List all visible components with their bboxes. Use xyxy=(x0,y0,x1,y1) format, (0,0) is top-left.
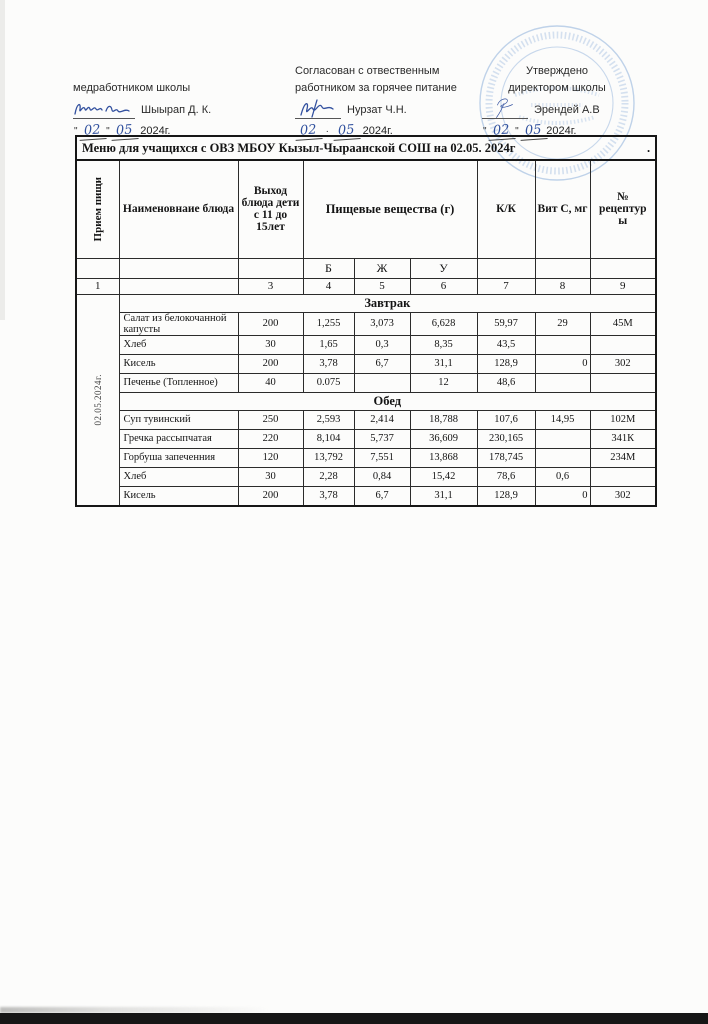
cell-dish: Хлеб xyxy=(119,467,238,486)
dish-row xyxy=(76,448,656,467)
cell-zh: 0,3 xyxy=(354,335,410,354)
dish-row xyxy=(76,467,656,486)
cell-zh: 7,551 xyxy=(354,448,410,467)
cell-b: 2,28 xyxy=(303,467,354,486)
director-name: Эрендей А.В xyxy=(534,104,600,116)
cell-vitc: 14,95 xyxy=(535,410,590,429)
dish-row xyxy=(76,373,656,392)
catering-role-line2: работником за горячее питание xyxy=(295,82,457,94)
cell-dish: Кисель xyxy=(119,486,238,506)
cell-kk: 128,9 xyxy=(477,354,535,373)
cell-vitc xyxy=(535,335,590,354)
cell-recipe xyxy=(590,373,656,392)
cell-recipe: 102М xyxy=(590,410,656,429)
cell-kk: 48,6 xyxy=(477,373,535,392)
section-title: Завтрак xyxy=(119,294,656,312)
catering-name: Нурзат Ч.Н. xyxy=(347,104,407,116)
approval-catering xyxy=(295,63,457,140)
cell-zh: 2,414 xyxy=(354,410,410,429)
col-number: 7 xyxy=(477,278,535,294)
catering-date-month: 05 xyxy=(332,121,360,141)
director-signature-icon xyxy=(482,98,528,119)
medworker-signature-icon xyxy=(73,100,135,119)
cell-zh xyxy=(354,373,410,392)
empty-cell xyxy=(477,258,535,278)
menu-table-body xyxy=(76,294,656,506)
cell-b: 13,792 xyxy=(303,448,354,467)
header-nutrients: Пищевые вещества (г) xyxy=(303,160,477,258)
cell-u: 31,1 xyxy=(410,354,477,373)
medworker-date-day: 02 xyxy=(78,121,106,141)
quote-mark: " xyxy=(106,126,110,137)
table-header-row xyxy=(76,160,656,258)
catering-date-year: 2024г. xyxy=(362,125,393,137)
header-portion: Выход блюда дети с 11 до 15лет xyxy=(238,160,303,258)
cell-recipe xyxy=(590,467,656,486)
scan-edge-artifact xyxy=(0,0,5,320)
cell-kk: 128,9 xyxy=(477,486,535,506)
cell-kk: 178,745 xyxy=(477,448,535,467)
section-header-row xyxy=(76,294,656,312)
approval-director xyxy=(482,63,632,140)
header-vitc: Вит С, мг xyxy=(535,160,590,258)
cell-zh: 5,737 xyxy=(354,429,410,448)
dot-separator: · xyxy=(325,126,329,137)
cell-u: 8,35 xyxy=(410,335,477,354)
cell-dish: Хлеб xyxy=(119,335,238,354)
cell-vitc: 0 xyxy=(535,354,590,373)
cell-b: 2,593 xyxy=(303,410,354,429)
director-date-month: 05 xyxy=(519,121,547,141)
cell-portion: 40 xyxy=(238,373,303,392)
meal-date-cell: 02.05.2024г. xyxy=(76,294,119,506)
col-number: 1 xyxy=(76,278,119,294)
cell-zh: 0,84 xyxy=(354,467,410,486)
col-number: 3 xyxy=(238,278,303,294)
cell-vitc xyxy=(535,448,590,467)
dish-row xyxy=(76,335,656,354)
cell-u: 36,609 xyxy=(410,429,477,448)
empty-cell xyxy=(119,258,238,278)
catering-date xyxy=(295,122,457,140)
cell-kk: 230,165 xyxy=(477,429,535,448)
cell-dish: Салат из белокочанной капусты xyxy=(119,312,238,335)
cell-b: 3,78 xyxy=(303,486,354,506)
cell-portion: 30 xyxy=(238,467,303,486)
col-number xyxy=(119,278,238,294)
subheader-b: Б xyxy=(303,258,354,278)
title-trailing-period: . xyxy=(646,140,651,155)
subheader-u: У xyxy=(410,258,477,278)
cell-zh: 6,7 xyxy=(354,354,410,373)
approval-medworker xyxy=(73,80,211,140)
dish-row xyxy=(76,312,656,335)
cell-recipe xyxy=(590,335,656,354)
subheader-zh: Ж xyxy=(354,258,410,278)
director-date-day: 02 xyxy=(487,121,515,141)
cell-u: 31,1 xyxy=(410,486,477,506)
empty-cell xyxy=(590,258,656,278)
cell-b: 3,78 xyxy=(303,354,354,373)
cell-b: 0.075 xyxy=(303,373,354,392)
cell-vitc: 0 xyxy=(535,486,590,506)
column-number-row xyxy=(76,278,656,294)
cell-portion: 200 xyxy=(238,312,303,335)
cell-vitc xyxy=(535,373,590,392)
empty-cell xyxy=(238,258,303,278)
cell-dish: Кисель xyxy=(119,354,238,373)
cell-portion: 250 xyxy=(238,410,303,429)
section-title: Обед xyxy=(119,392,656,410)
section-header-row xyxy=(76,392,656,410)
director-role: директором школы xyxy=(508,82,606,94)
catering-role-line1: Согласован с отвественным xyxy=(295,65,440,77)
cell-b: 8,104 xyxy=(303,429,354,448)
catering-signature-icon xyxy=(295,98,341,119)
col-number: 8 xyxy=(535,278,590,294)
menu-table xyxy=(75,135,657,507)
cell-vitc: 0,6 xyxy=(535,467,590,486)
cell-u: 13,868 xyxy=(410,448,477,467)
quote-mark: " xyxy=(515,126,519,137)
cell-portion: 200 xyxy=(238,486,303,506)
empty-cell xyxy=(535,258,590,278)
cell-kk: 43,5 xyxy=(477,335,535,354)
col-number: 9 xyxy=(590,278,656,294)
scan-bottom-edge xyxy=(0,1013,708,1024)
director-date-year: 2024г. xyxy=(546,125,577,137)
header-recipe: № рецептуры xyxy=(590,160,656,258)
dish-row xyxy=(76,429,656,448)
cell-recipe: 302 xyxy=(590,486,656,506)
cell-portion: 220 xyxy=(238,429,303,448)
dish-row xyxy=(76,410,656,429)
cell-dish: Гречка рассыпчатая xyxy=(119,429,238,448)
medworker-role: медработником школы xyxy=(73,82,191,94)
cell-zh: 6,7 xyxy=(354,486,410,506)
header-dish: Наименовнаие блюда xyxy=(119,160,238,258)
quote-mark: " xyxy=(74,126,78,137)
cell-portion: 120 xyxy=(238,448,303,467)
cell-u: 12 xyxy=(410,373,477,392)
col-number: 4 xyxy=(303,278,354,294)
cell-vitc: 29 xyxy=(535,312,590,335)
dish-row xyxy=(76,354,656,373)
approved-label: Утверждено xyxy=(525,65,589,77)
cell-u: 18,788 xyxy=(410,410,477,429)
empty-cell xyxy=(76,258,119,278)
cell-kk: 107,6 xyxy=(477,410,535,429)
cell-b: 1,65 xyxy=(303,335,354,354)
cell-kk: 78,6 xyxy=(477,467,535,486)
cell-zh: 3,073 xyxy=(354,312,410,335)
quote-mark: " xyxy=(483,126,487,137)
medworker-date-year: 2024г. xyxy=(140,125,171,137)
dish-row xyxy=(76,486,656,506)
cell-dish: Суп тувинский xyxy=(119,410,238,429)
cell-u: 6,628 xyxy=(410,312,477,335)
col-number: 5 xyxy=(354,278,410,294)
cell-recipe: 302 xyxy=(590,354,656,373)
cell-vitc xyxy=(535,429,590,448)
cell-portion: 200 xyxy=(238,354,303,373)
medworker-date-month: 05 xyxy=(110,121,138,141)
nutrient-subheader-row xyxy=(76,258,656,278)
cell-kk: 59,97 xyxy=(477,312,535,335)
cell-recipe: 45М xyxy=(590,312,656,335)
medworker-name: Шыырап Д. К. xyxy=(141,104,212,116)
col-number: 6 xyxy=(410,278,477,294)
menu-title: Меню для учащихся с ОВЗ МБОУ Кызыл-Чыраанской СОШ на 02.05. 2024г xyxy=(82,140,516,155)
cell-u: 15,42 xyxy=(410,467,477,486)
cell-recipe: 234М xyxy=(590,448,656,467)
catering-date-day: 02 xyxy=(294,121,322,141)
header-meal: Прием пищи xyxy=(76,160,119,258)
cell-b: 1,255 xyxy=(303,312,354,335)
cell-portion: 30 xyxy=(238,335,303,354)
director-date xyxy=(482,122,632,140)
medworker-date xyxy=(73,122,211,140)
header-kk: К/К xyxy=(477,160,535,258)
cell-dish: Печенье (Топленное) xyxy=(119,373,238,392)
cell-dish: Горбуша запеченния xyxy=(119,448,238,467)
cell-recipe: 341К xyxy=(590,429,656,448)
